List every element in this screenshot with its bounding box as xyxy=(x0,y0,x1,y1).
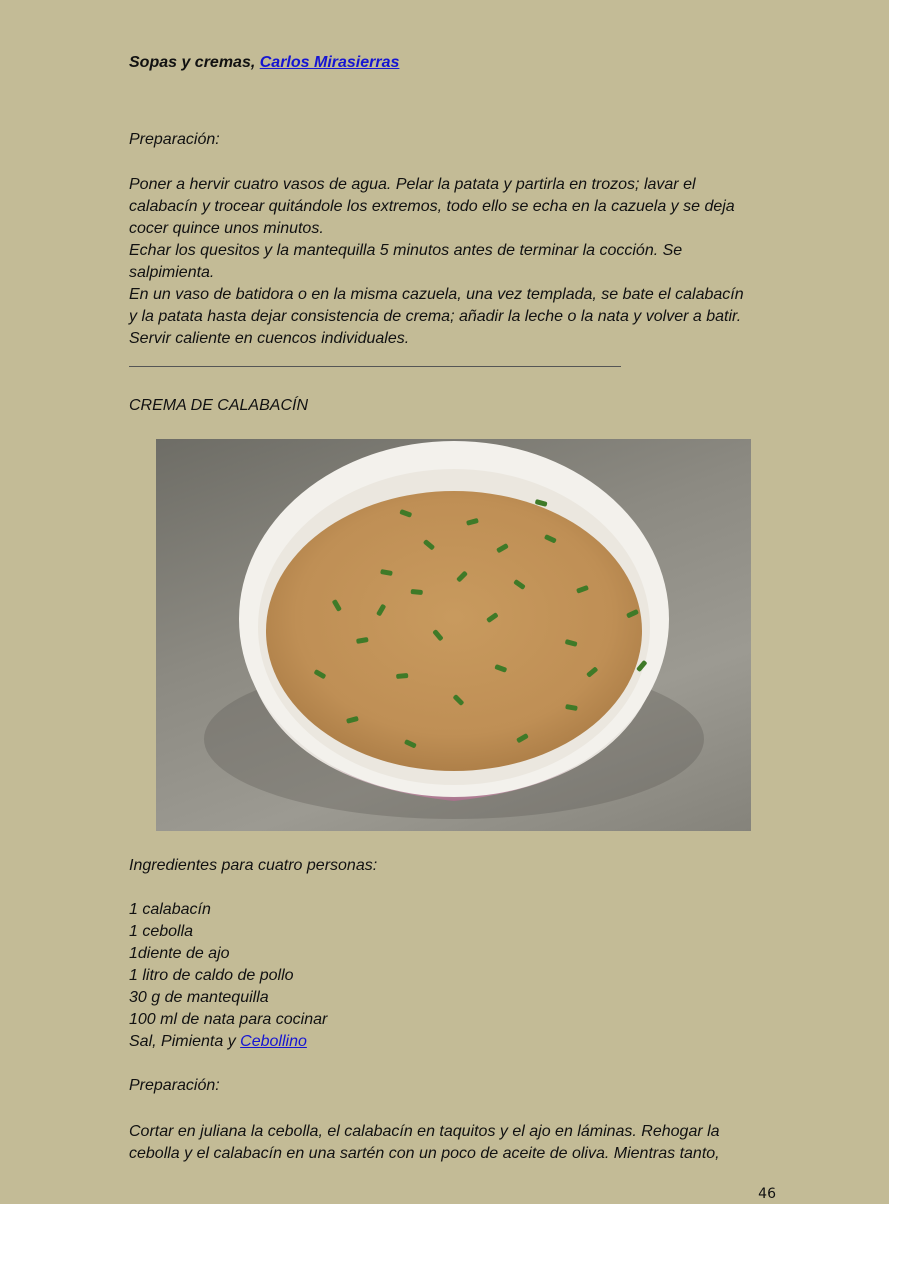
text-line: Servir caliente en cuencos individuales. xyxy=(129,330,410,347)
recipe-title: CREMA DE CALABACÍN xyxy=(129,397,308,414)
preparation-text-2 xyxy=(129,1121,789,1165)
text-line: cocer quince unos minutos. xyxy=(129,220,324,237)
text-line: y la patata hasta dejar consistencia de crema; añadir la leche o la nata y volver a batir. xyxy=(129,308,742,325)
author-link[interactable]: Carlos Mirasierras xyxy=(259,54,400,71)
ingredient-item: 100 ml de nata para cocinar xyxy=(129,1011,328,1028)
header-prefix: Sopas y cremas, xyxy=(129,54,256,71)
ingredients-list xyxy=(129,899,789,1053)
cebollino-link[interactable]: Cebollino xyxy=(240,1033,307,1050)
ingredient-item: 1 calabacín xyxy=(129,901,211,918)
text-line: En un vaso de batidora o en la misma cazuela, una vez templada, se bate el calabacín xyxy=(129,286,744,303)
ingredient-item: 1diente de ajo xyxy=(129,945,230,962)
preparation-label-1: Preparación: xyxy=(129,131,220,148)
text-line: Echar los quesitos y la mantequilla 5 minutos antes de terminar la cocción. Se xyxy=(129,242,683,259)
soup-bowl-photo xyxy=(156,439,751,831)
ingredients-title: Ingredientes para cuatro personas: xyxy=(129,857,378,874)
page-header xyxy=(129,52,789,74)
text-line: Cortar en juliana la cebolla, el calabacín en taquitos y el ajo en láminas. Rehogar la xyxy=(129,1123,720,1140)
preparation-label-2: Preparación: xyxy=(129,1077,220,1094)
ingredient-item: 1 cebolla xyxy=(129,923,194,940)
ingredient-item-last xyxy=(129,1031,789,1053)
preparation-text-1 xyxy=(129,174,789,350)
page-number: 46 xyxy=(758,1186,776,1202)
ingredient-item: 30 g de mantequilla xyxy=(129,989,269,1006)
section-divider xyxy=(129,366,621,367)
text-line: salpimienta. xyxy=(129,264,215,281)
text-line: calabacín y trocear quitándole los extremos, todo ello se echa en la cazuela y se deja xyxy=(129,198,735,215)
text-line: cebolla y el calabacín en una sartén con un poco de aceite de oliva. Mientras tanto, xyxy=(129,1145,720,1162)
text-line: Poner a hervir cuatro vasos de agua. Pelar la patata y partirla en trozos; lavar el xyxy=(129,176,696,193)
ingredient-prefix: Sal, Pimienta y xyxy=(129,1033,241,1050)
ingredient-item: 1 litro de caldo de pollo xyxy=(129,967,294,984)
